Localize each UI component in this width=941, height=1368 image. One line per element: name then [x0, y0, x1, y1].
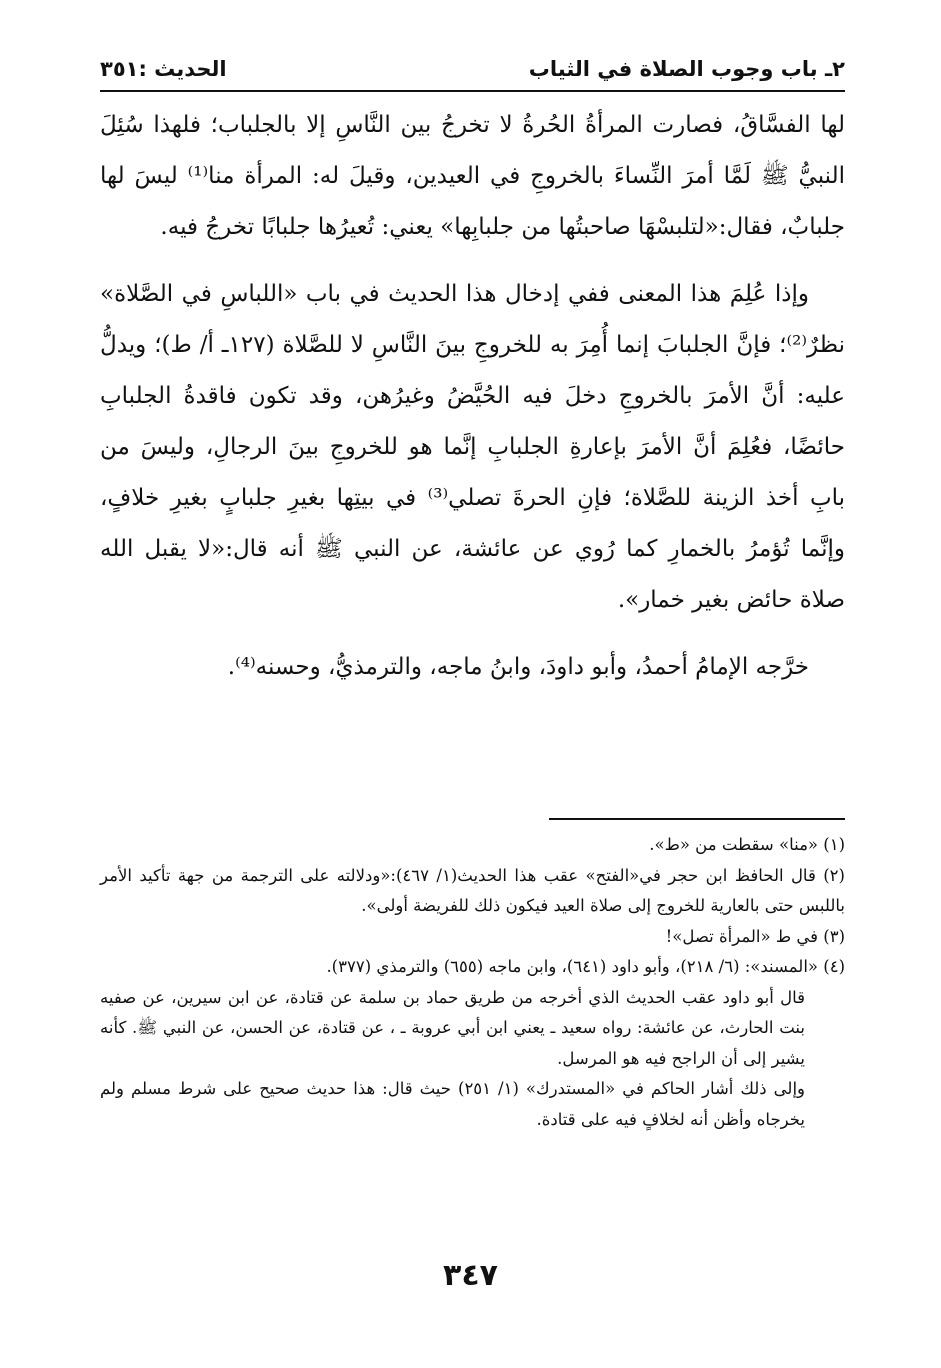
paragraph-3: خرَّجه الإمامُ أحمدُ، وأبو داودَ، وابنُ ماجه، والترمذيُّ، وحسنه⁽⁴⁾.	[227, 654, 809, 680]
chapter-title: ٢ـ باب وجوب الصلاة في الثياب	[528, 57, 845, 81]
footnote-1: (١) «منا» سقطت من «ط».	[649, 835, 845, 854]
running-header	[100, 48, 845, 92]
footnote-4: (٤) «المسند»: (٦/ ٢١٨)، وأبو داود (٦٤١)، وابن ماجه (٦٥٥) والترمذي (٣٧٧).	[326, 957, 845, 976]
main-text	[100, 100, 845, 693]
footnote-separator	[549, 818, 845, 820]
page-number: ٣٤٧	[443, 1258, 498, 1293]
hadith-reference: الحديث :٣٥١	[100, 57, 227, 81]
footnote-4-comment-1: قال أبو داود عقب الحديث الذي أخرجه من طريق حماد بن سلمة عن قتادة، عن ابن سيرين، عن صفيه بنت الحارث، عن عائشة: رواه سعيد ـ يعني ابن أبي عروبة ـ ، عن قتادة، عن الحسن، عن النبي ﷺ. كأنه يشير إلى أن الراجح فيه هو المرسل.	[100, 987, 805, 1068]
paragraph-2: وإذا عُلِمَ هذا المعنى ففي إدخال هذا الحديث في باب «اللباسِ في الصَّلاة» نظرٌ⁽²⁾؛ فإنَّ الجلبابَ إنما أُمِرَ به للخروجِ بينَ النَّاسِ لا للصَّلاة (١٢٧ـ أ/ ط)؛ ويدلُّ عليه: أنَّ الأمرَ بالخروجِ دخلَ فيه الحُيَّضُ وغيرُهن، وقد تكون فاقدةُ الجلبابِ حائضًا، فعُلِمَ أنَّ الأمرَ بإعارةِ الجلبابِ إنَّما هو للخروجِ بينَ الرجالِ، وليسَ من بابِ أخذ الزينة للصَّلاة؛ فإنِ الحرةَ تصلي⁽³⁾ في بيتِها بغيرِ جلبابٍ بغيرِ خلافٍ، وإنَّما تُؤمرُ بالخمارِ كما رُوي عن عائشة، عن النبي ﷺ أنه قال:«لا يقبل الله صلاة حائض بغير خمار».	[100, 281, 846, 613]
footnote-4-comment-2: وإلى ذلك أشار الحاكم في «المستدرك» (١/ ٢٥١) حيث قال: هذا حديث صحيح على شرط مسلم ولم يخرجاه وأظن أنه لخلافٍ فيه على قتادة.	[100, 1079, 805, 1129]
footnote-2: (٢) قال الحافظ ابن حجر في«الفتح» عقب هذا الحديث(١/ ٤٦٧):«ودلالته على الترجمة من جهة تأكيد الأمر باللبس حتى بالعارية للخروج إلى صلاة العيد فيكون ذلك للفريضة أولى».	[100, 865, 845, 915]
footnotes	[100, 830, 845, 1135]
paragraph-1: لها الفسَّاقُ، فصارت المرأةُ الحُرةُ لا تخرجُ بين النَّاسِ إلا بالجلباب؛ فلهذا سُئِلَ النبيُّ ﷺ لَمَّا أمرَ النِّساءَ بالخروجِ في العيدين، وقيلَ له: المرأة منا⁽¹⁾ ليسَ لها جلبابٌ، فقال:«لتلبسْهَا صاحبتُها من جلبابِها» يعني: تُعيرُها جلبابًا تخرجُ فيه.	[100, 112, 845, 240]
footnote-3: (٣) في ط «المرأة تصل»!	[665, 926, 845, 946]
